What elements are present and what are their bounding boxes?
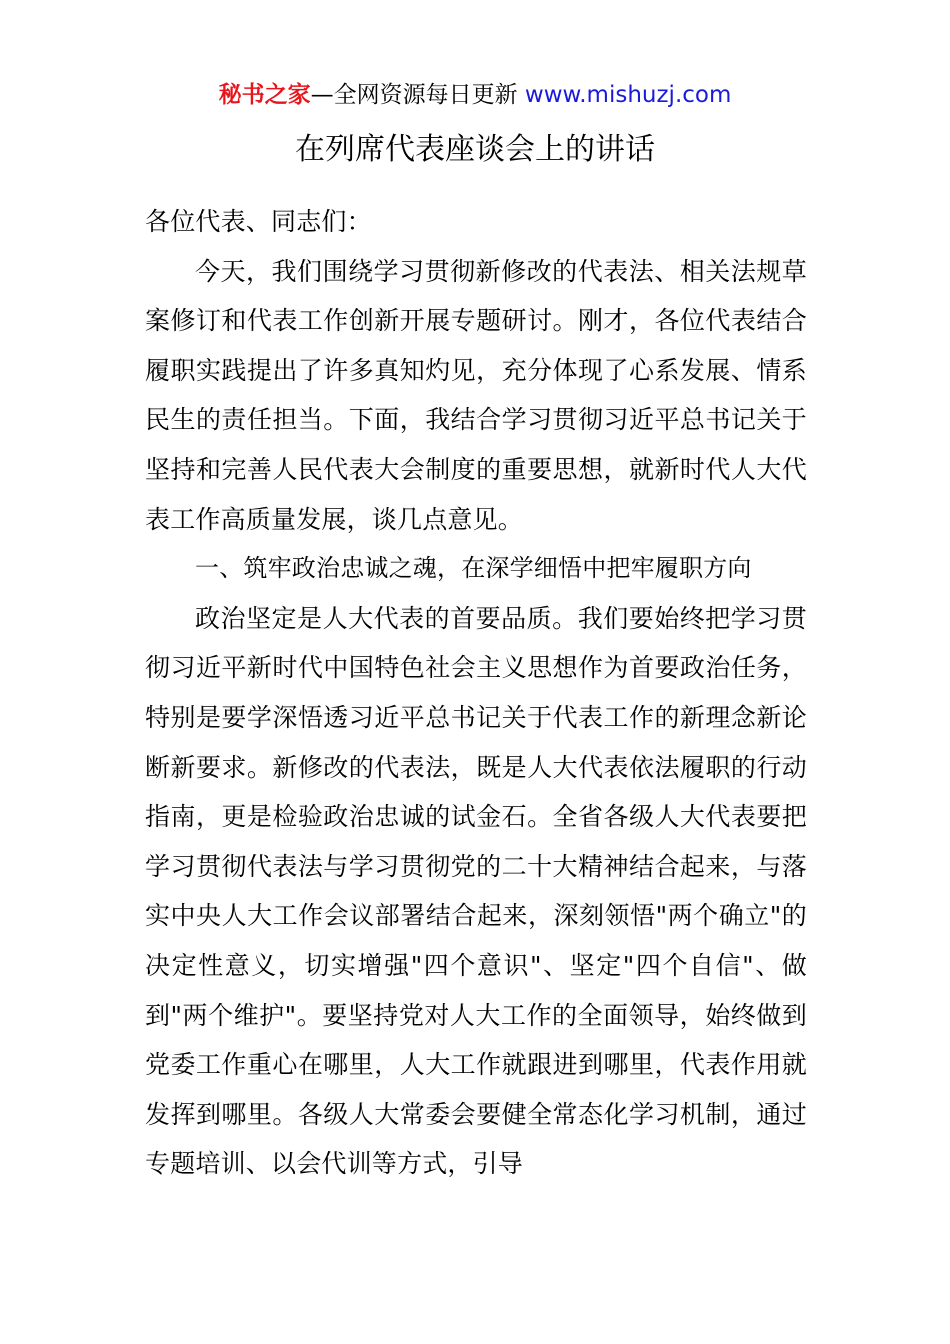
site-url[interactable]: www.mishuzj.com: [524, 82, 732, 108]
intro-paragraph: 今天，我们围绕学习贯彻新修改的代表法、相关法规草案修订和代表工作创新开展专题研讨。刚才，各位代表结合履职实践提出了许多真知灼见，充分体现了心系发展、情系民生的责任担当。下面，我结合学习贯彻习近平总书记关于坚持和完善人民代表大会制度的重要思想，就新时代人大代表工作高质量发展，谈几点意见。: [145, 256, 807, 534]
section-1-paragraph: 政治坚定是人大代表的首要品质。我们要始终把学习贯彻习近平新时代中国特色社会主义思想作为首要政治任务，特别是要学深悟透习近平总书记关于代表工作的新理念新论断新要求。新修改的代表法，既是人大代表依法履职的行动指南，更是检验政治忠诚的试金石。全省各级人大代表要把学习贯彻代表法与学习贯彻党的二十大精神结合起来，与落实中央人大工作会议部署结合起来，深刻领悟"两个确立"的决定性意义，切实增强"四个意识"、坚定"四个自信"、做到"两个维护"。要坚持党对人大工作的全面领导，始终做到党委工作重心在哪里，人大工作就跟进到哪里，代表作用就发挥到哪里。各级人大常委会要健全常态化学习机制，通过专题培训、以会代训等方式，引导: [145, 603, 807, 1179]
document-body: [145, 197, 807, 1189]
document-title: 在列席代表座谈会上的讲话: [295, 132, 655, 167]
salutation: 各位代表、同志们：: [145, 207, 372, 236]
section-heading-1: 一、筑牢政治忠诚之魂，在深学细悟中把牢履职方向: [195, 554, 752, 583]
site-tagline: —全网资源每日更新: [310, 82, 525, 108]
site-brand: 秘书之家: [218, 82, 311, 108]
site-watermark-header: [0, 80, 950, 110]
